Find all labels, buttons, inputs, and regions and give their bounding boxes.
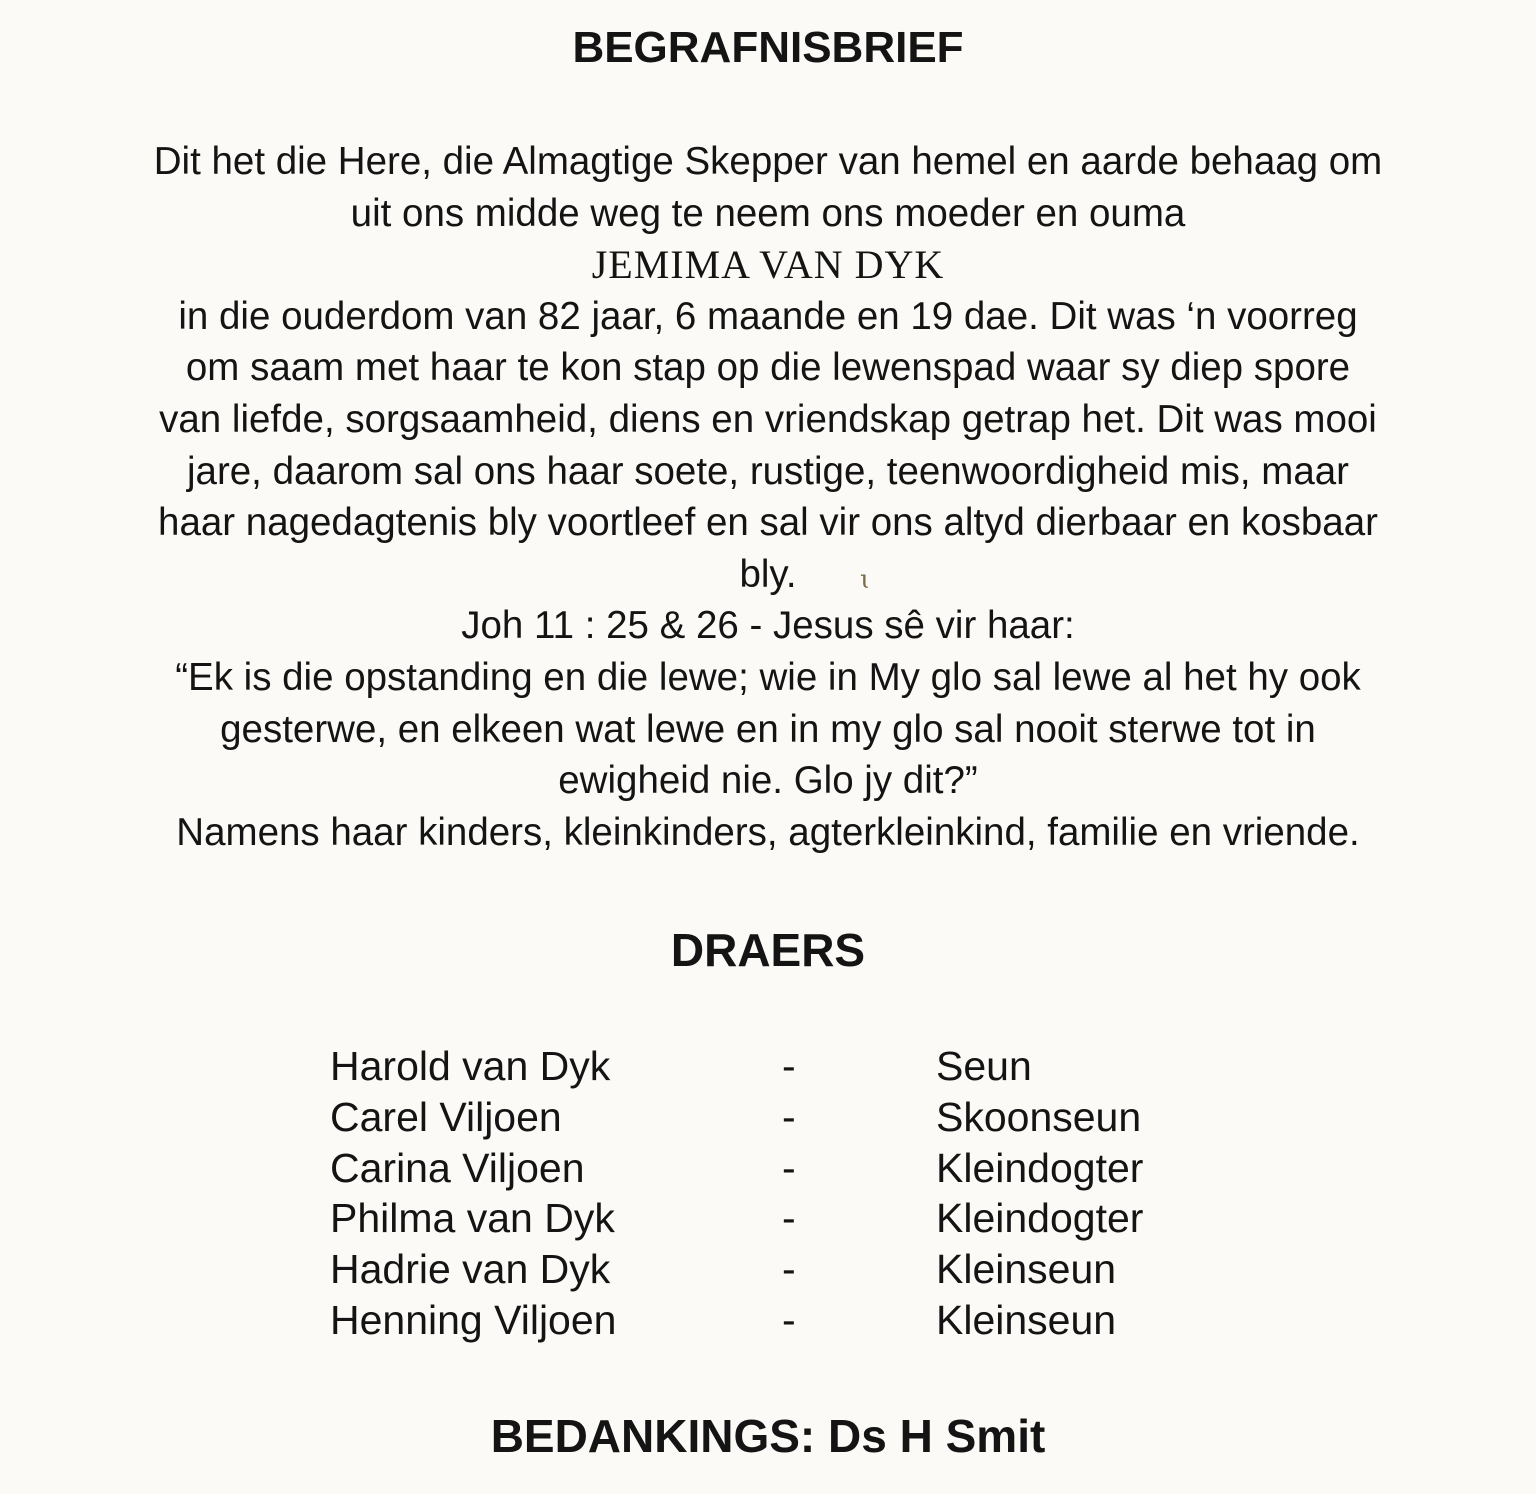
intro-line: uit ons midde weg te neem ons moeder en ouma (350, 191, 1186, 235)
bearer-relation: Seun (936, 1043, 1032, 1089)
bearer-name: Carel Viljoen (330, 1093, 562, 1140)
intro-line: Dit het die Here, die Almagtige Skepper van hemel en aarde behaag om (153, 140, 1383, 183)
bearer-dash: - (782, 1195, 796, 1242)
bearer-name: Hadrie van Dyk (330, 1246, 611, 1293)
bearer-name: Henning Viljoen (330, 1296, 617, 1343)
quote-line: gesterwe, en elkeen wat lewe en in my glo sal nooit sterwe tot in (220, 707, 1316, 751)
bearer-dash: - (782, 1043, 796, 1089)
bearer-row (330, 1092, 1230, 1143)
obituary-text (20, 136, 1516, 858)
closing-line: Namens haar kinders, kleinkinders, agterkleinkind, familie en vriende. (176, 810, 1360, 854)
body-line: jare, daarom sal ons haar soete, rustige, teenwoordigheid mis, maar (186, 449, 1349, 493)
body-line: om saam met haar te kon stap op die lewenspad waar sy diep spore (185, 346, 1351, 390)
bearer-relation: Kleinseun (936, 1246, 1117, 1293)
bearer-relation: Kleindogter (936, 1195, 1144, 1242)
pen-mark-icon: ɩ (860, 565, 871, 595)
bearer-dash: - (782, 1296, 796, 1343)
body-line: haar nagedagtenis bly voortleef en sal vir ons altyd dierbaar en kosbaar (158, 501, 1378, 545)
bearer-name: Carina Viljoen (330, 1144, 585, 1191)
bearers-list (330, 1041, 1230, 1346)
body-line: in die ouderdom van 82 jaar, 6 maande en 19 dae. Dit was ‘n voorreg (178, 294, 1358, 338)
bearer-row (330, 1244, 1230, 1295)
bearer-name: Harold van Dyk (330, 1043, 611, 1089)
bearer-relation: Kleindogter (936, 1144, 1144, 1191)
bearer-dash: - (782, 1144, 796, 1191)
deceased-name: JEMIMA VAN DYK (591, 242, 945, 288)
quote-line: ewigheid nie. Glo jy dit?” (558, 759, 978, 803)
bearer-dash: - (782, 1246, 796, 1293)
bearer-dash: - (782, 1093, 796, 1140)
scripture-reference: Joh 11 : 25 & 26 - Jesus sê vir haar: (461, 604, 1075, 648)
quote-line: “Ek is die opstanding en die lewe; wie in My glo sal lewe al het hy ook (175, 655, 1361, 699)
body-line: van liefde, sorgsaamheid, diens en vriendskap getrap het. Dit was mooi (159, 397, 1377, 441)
bearer-row (330, 1295, 1230, 1346)
bearer-relation: Skoonseun (936, 1093, 1142, 1140)
bearer-row (330, 1143, 1230, 1194)
bearers-heading: DRAERS (670, 924, 866, 976)
bearer-row (330, 1193, 1230, 1244)
bearer-name: Philma van Dyk (330, 1195, 615, 1242)
bearer-row (330, 1041, 1230, 1092)
body-line: bly. (739, 552, 797, 596)
bearer-relation: Kleinseun (936, 1296, 1117, 1343)
document-title: BEGRAFNISBRIEF (572, 23, 964, 72)
acknowledgements: BEDANKINGS: Ds H Smit (490, 1410, 1046, 1462)
